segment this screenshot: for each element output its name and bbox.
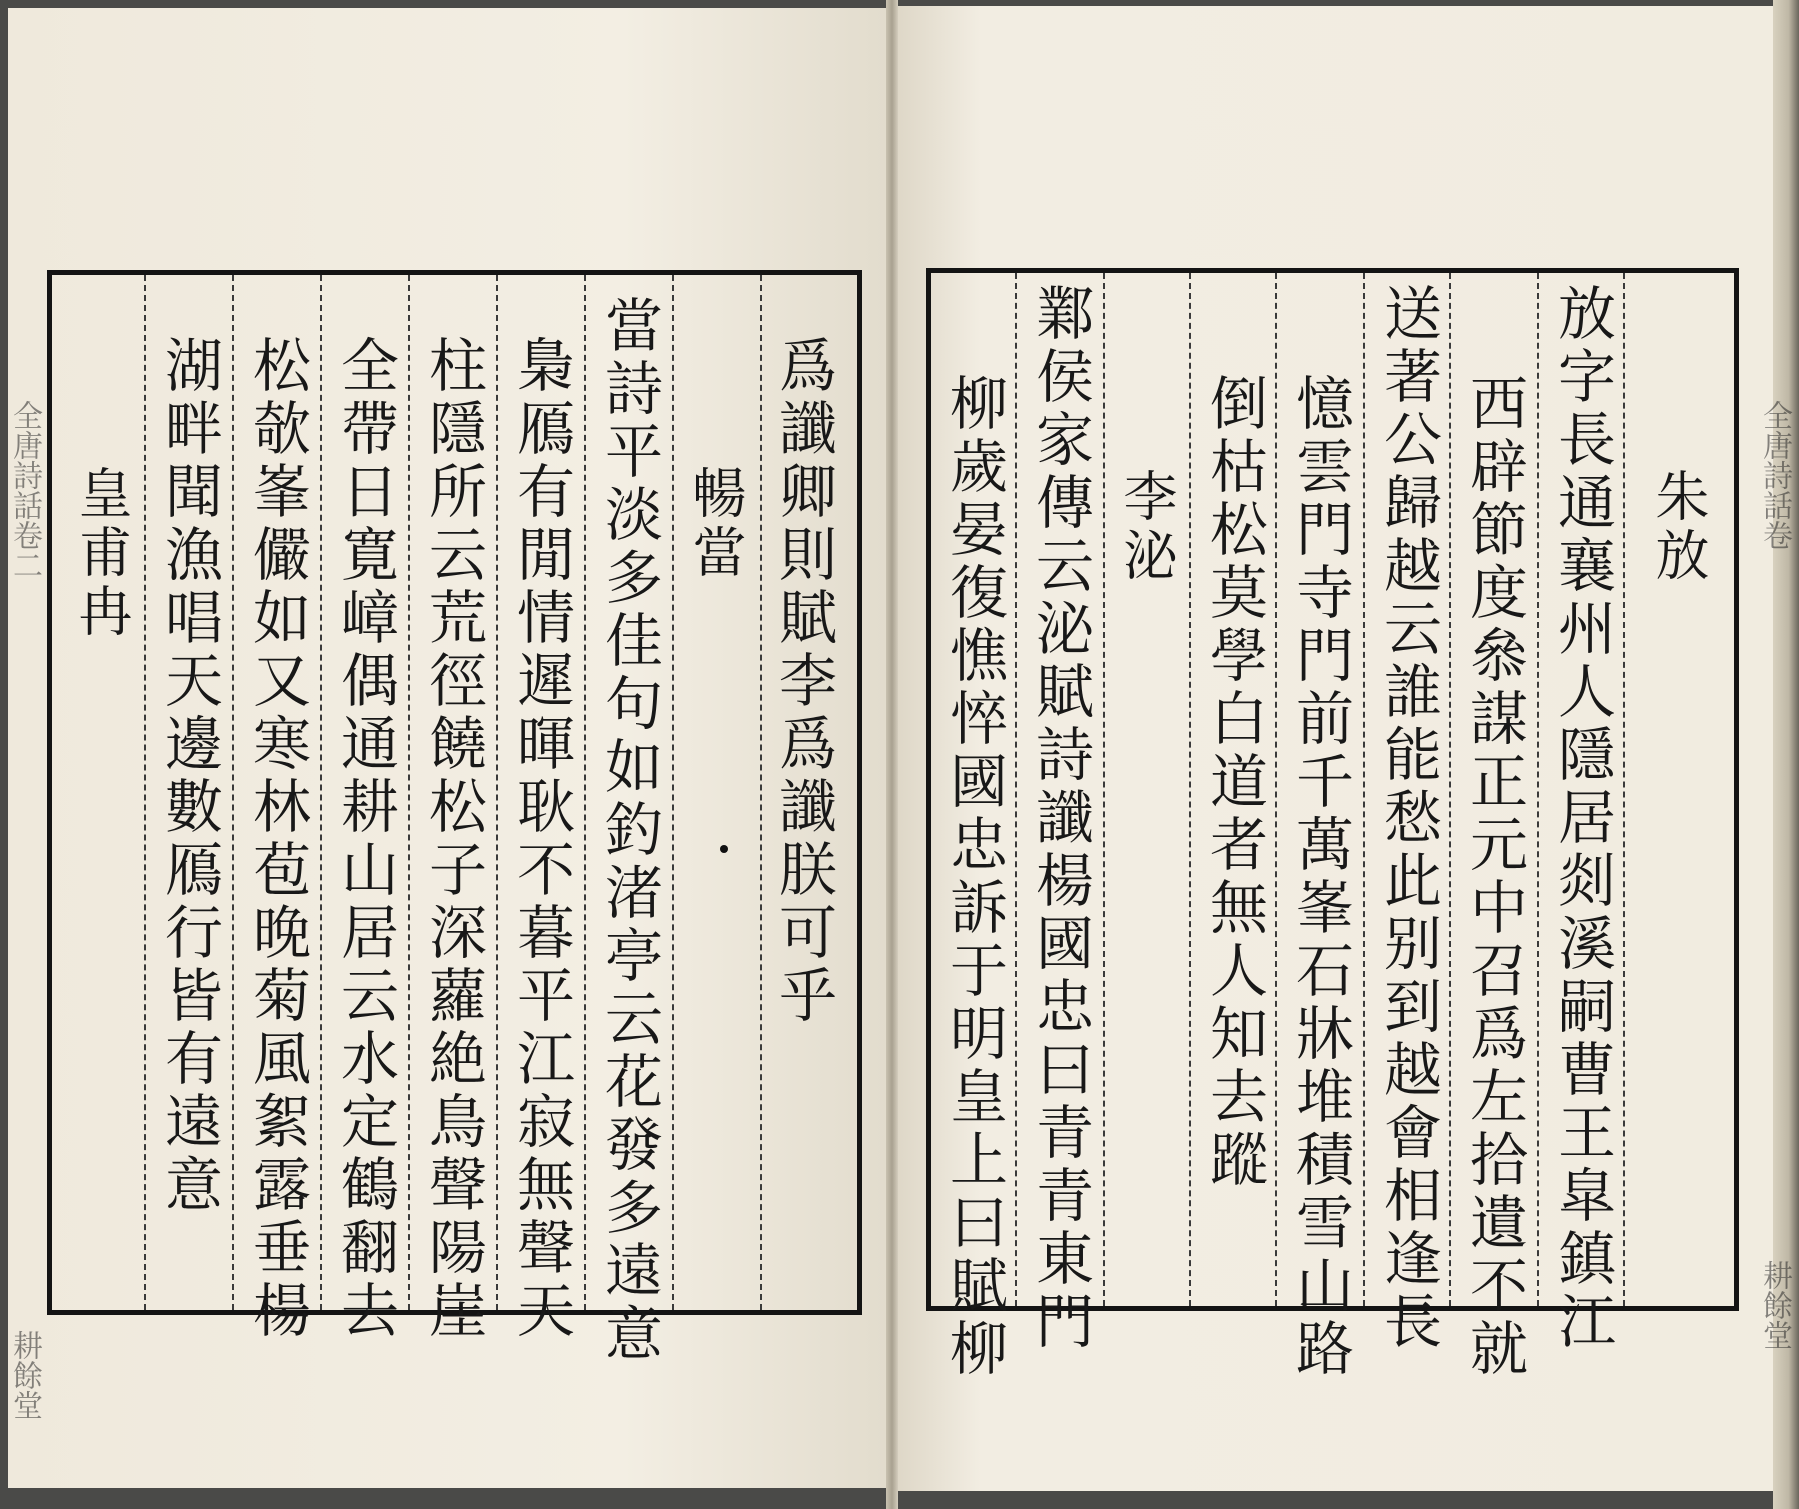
column-rule [1189,273,1191,1306]
right-text-frame [926,268,1739,1381]
text-column-heading: 暢當 [684,465,747,583]
text-column: 松欹峯儼如又寒林苞晚菊風絮露垂楊 [243,335,311,1343]
text-column: 爲讖卿則賦李爲讖朕可乎 [769,335,837,1028]
left-margin-title: 全唐詩話卷二 [7,400,42,580]
column-rule [1275,273,1277,1306]
column-rule [1015,273,1017,1306]
text-column-heading: 朱放 [1647,468,1710,586]
text-column: 送著公歸越云誰能愁此别到越會相逢長 [1374,283,1442,1354]
right-margin-note: 耕餘堂 [1757,1260,1792,1350]
text-column: 當詩平淡多佳句如釣渚亭云花發多遠意 [595,295,663,1366]
column-rule [496,275,498,1310]
column-rule [1537,273,1539,1306]
left-margin-note: 耕餘堂 [7,1330,42,1420]
text-column: 全帶日寛嶂偶通耕山居云水定鶴翻去 [331,335,399,1343]
column-rule [584,275,586,1310]
text-column-heading: 李泌 [1115,468,1178,586]
text-column: 憶雲門寺門前千萬峯石牀堆積雪山路 [1286,373,1354,1381]
column-rule [232,275,234,1310]
text-column: 鄴侯家傳云泌賦詩讖楊國忠曰青青東門 [1026,283,1094,1354]
column-rule [408,275,410,1310]
column-rule [1103,273,1105,1306]
text-column: 倒枯松莫學白道者無人知去蹤 [1200,373,1268,1192]
column-rule [760,275,762,1310]
punctuation-dot [720,845,728,853]
right-margin-title: 全唐詩話卷 [1757,400,1792,550]
text-column: 放字長通襄州人隱居剡溪嗣曹王皐鎮江 [1548,283,1616,1354]
text-column: 柳歲晏復憔悴國忠訴于明皇上曰賦柳 [940,373,1008,1381]
column-rule [1449,273,1451,1306]
column-rule [1363,273,1365,1306]
text-column: 梟鴈有閒情遲暉耿不暮平江寂無聲天 [507,335,575,1343]
book-gutter [886,0,898,1509]
column-rule [1623,273,1625,1306]
left-text-frame [47,270,862,1366]
text-column-heading: 皇甫冉 [70,465,133,642]
column-rule [672,275,674,1310]
column-rule [144,275,146,1310]
text-column: 柱隱所云荒徑饒松子深蘿絶鳥聲陽崖 [419,335,487,1343]
text-column: 湖畔聞漁唱天邊數鴈行皆有遠意 [155,335,223,1217]
text-column: 西辟節度叅謀正元中召爲左拾遺不就 [1460,373,1528,1381]
column-rule [320,275,322,1310]
